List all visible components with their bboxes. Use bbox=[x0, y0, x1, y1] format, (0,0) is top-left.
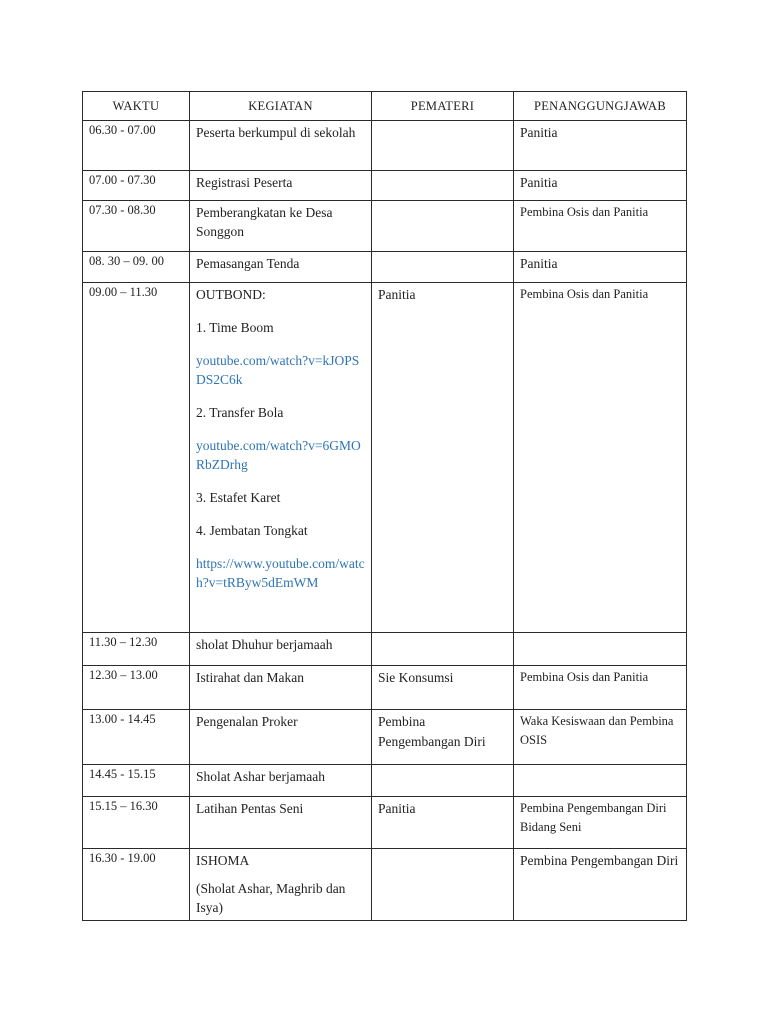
header-waktu: WAKTU bbox=[83, 92, 190, 121]
table-row bbox=[83, 171, 687, 201]
cell-penanggungjawab: Panitia bbox=[514, 252, 687, 283]
outbond-item: 4. Jembatan Tongkat bbox=[196, 523, 308, 538]
cell-kegiatan: Latihan Pentas Seni bbox=[190, 797, 372, 849]
table-row bbox=[83, 201, 687, 252]
outbond-item: 2. Transfer Bola bbox=[196, 405, 284, 420]
table-row bbox=[83, 710, 687, 765]
cell-waktu: 15.15 – 16.30 bbox=[83, 797, 190, 849]
cell-pemateri bbox=[372, 171, 514, 201]
cell-waktu: 14.45 - 15.15 bbox=[83, 765, 190, 797]
cell-penanggungjawab: Pembina Pengembangan Diri Bidang Seni bbox=[514, 797, 687, 849]
table-row bbox=[83, 765, 687, 797]
cell-penanggungjawab bbox=[514, 633, 687, 666]
cell-kegiatan: sholat Dhuhur berjamaah bbox=[190, 633, 372, 666]
header-row bbox=[83, 92, 687, 121]
cell-waktu: 08. 30 – 09. 00 bbox=[83, 252, 190, 283]
cell-kegiatan-ishoma bbox=[190, 849, 372, 921]
table-row bbox=[83, 849, 687, 921]
cell-penanggungjawab: Panitia bbox=[514, 121, 687, 171]
outbond-item: 1. Time Boom bbox=[196, 320, 274, 335]
cell-penanggungjawab: Pembina Osis dan Panitia bbox=[514, 201, 687, 252]
cell-penanggungjawab bbox=[514, 765, 687, 797]
outbond-title: OUTBOND: bbox=[196, 287, 266, 302]
cell-pemateri bbox=[372, 252, 514, 283]
video-link[interactable]: youtube.com/watch?v=kJOPSDS2C6k bbox=[196, 353, 360, 387]
cell-pemateri bbox=[372, 121, 514, 171]
cell-waktu: 16.30 - 19.00 bbox=[83, 849, 190, 921]
table-row bbox=[83, 283, 687, 633]
cell-pemateri: Sie Konsumsi bbox=[372, 666, 514, 710]
table-row bbox=[83, 797, 687, 849]
cell-waktu: 09.00 – 11.30 bbox=[83, 283, 190, 633]
cell-waktu: 07.30 - 08.30 bbox=[83, 201, 190, 252]
cell-pemateri bbox=[372, 633, 514, 666]
cell-pemateri: Panitia bbox=[372, 797, 514, 849]
table-row bbox=[83, 121, 687, 171]
cell-kegiatan-outbond bbox=[190, 283, 372, 633]
table-row bbox=[83, 252, 687, 283]
cell-kegiatan: Pengenalan Proker bbox=[190, 710, 372, 765]
outbond-item: 3. Estafet Karet bbox=[196, 490, 281, 505]
cell-kegiatan: Sholat Ashar berjamaah bbox=[190, 765, 372, 797]
cell-pemateri bbox=[372, 849, 514, 921]
cell-pemateri: Panitia bbox=[372, 283, 514, 633]
ishoma-title: ISHOMA bbox=[196, 853, 250, 868]
cell-kegiatan: Peserta berkumpul di sekolah bbox=[190, 121, 372, 171]
ishoma-note: (Sholat Ashar, Maghrib dan Isya) bbox=[196, 881, 346, 915]
cell-penanggungjawab: Pembina Pengembangan Diri bbox=[514, 849, 687, 921]
video-link[interactable]: youtube.com/watch?v=6GMORbZDrhg bbox=[196, 438, 361, 472]
cell-pemateri bbox=[372, 201, 514, 252]
video-link[interactable]: https://www.youtube.com/watch?v=tRByw5dEmWM bbox=[196, 556, 365, 590]
cell-waktu: 07.00 - 07.30 bbox=[83, 171, 190, 201]
cell-waktu: 12.30 – 13.00 bbox=[83, 666, 190, 710]
table-row bbox=[83, 666, 687, 710]
cell-penanggungjawab: Pembina Osis dan Panitia bbox=[514, 666, 687, 710]
cell-penanggungjawab: Panitia bbox=[514, 171, 687, 201]
cell-penanggungjawab: Pembina Osis dan Panitia bbox=[514, 283, 687, 633]
cell-pemateri: Pembina Pengembangan Diri bbox=[372, 710, 514, 765]
table-row bbox=[83, 633, 687, 666]
cell-kegiatan: Pemasangan Tenda bbox=[190, 252, 372, 283]
cell-waktu: 13.00 - 14.45 bbox=[83, 710, 190, 765]
cell-kegiatan: Pemberangkatan ke Desa Songgon bbox=[190, 201, 372, 252]
header-pemateri: PEMATERI bbox=[372, 92, 514, 121]
cell-kegiatan: Registrasi Peserta bbox=[190, 171, 372, 201]
schedule-table bbox=[82, 91, 687, 921]
cell-waktu: 06.30 - 07.00 bbox=[83, 121, 190, 171]
header-kegiatan: KEGIATAN bbox=[190, 92, 372, 121]
cell-waktu: 11.30 – 12.30 bbox=[83, 633, 190, 666]
cell-pemateri bbox=[372, 765, 514, 797]
cell-kegiatan: Istirahat dan Makan bbox=[190, 666, 372, 710]
cell-penanggungjawab: Waka Kesiswaan dan Pembina OSIS bbox=[514, 710, 687, 765]
header-penanggungjawab: PENANGGUNGJAWAB bbox=[514, 92, 687, 121]
